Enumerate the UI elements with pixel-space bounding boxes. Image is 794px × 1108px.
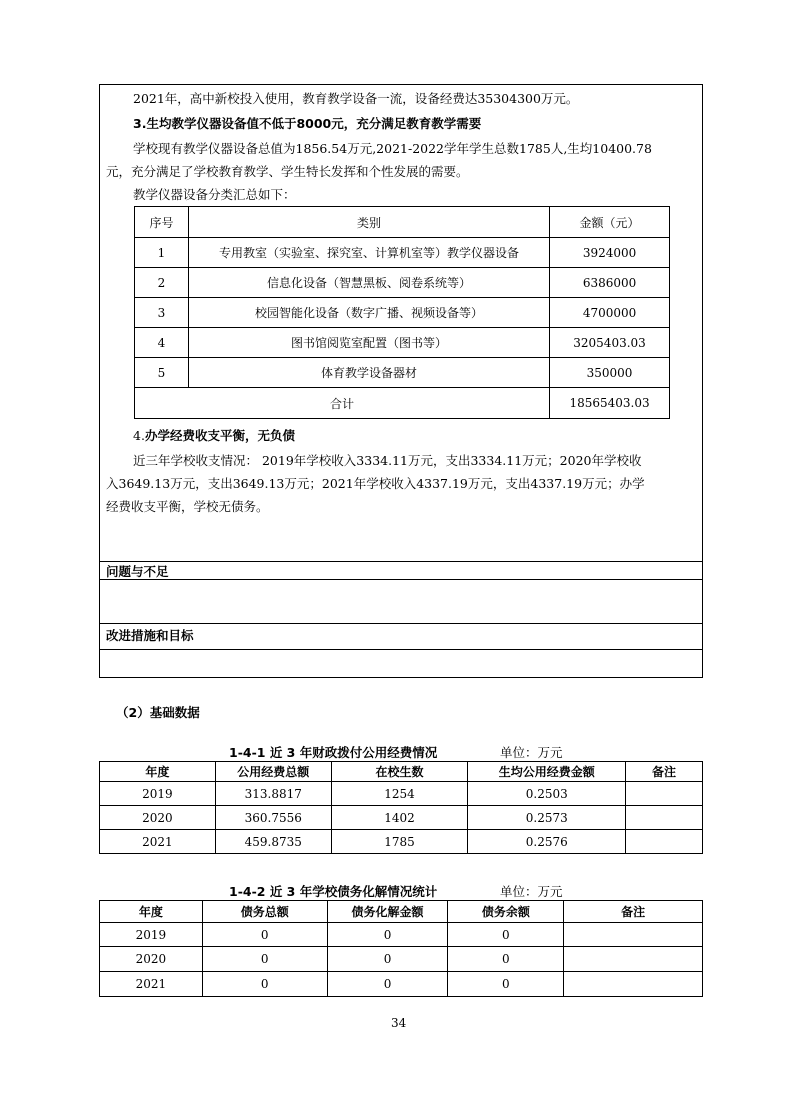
table-row bbox=[135, 358, 670, 388]
paragraph-equipment-summary: 教学仪器设备分类汇总如下： bbox=[133, 187, 296, 202]
table-cell: 0 bbox=[448, 947, 564, 972]
table-header-row bbox=[135, 207, 670, 238]
table-row bbox=[100, 972, 703, 997]
table-cell: 0.2573 bbox=[468, 806, 626, 830]
table1-title: 1-4-1 近 3 年财政拨付公用经费情况 bbox=[229, 745, 438, 760]
table-cell: 0 bbox=[202, 972, 327, 997]
table-cell: 2021 bbox=[100, 830, 216, 854]
table-header-row bbox=[100, 762, 703, 782]
column-header: 公用经费总额 bbox=[215, 762, 331, 782]
table-cell: 2 bbox=[135, 268, 189, 298]
table-cell bbox=[564, 923, 703, 947]
table-row bbox=[100, 830, 703, 854]
column-header: 序号 bbox=[135, 207, 189, 238]
paragraph-new-campus: 2021年，高中新校投入使用，教育教学设备一流，设备经费达35304300万元。 bbox=[133, 91, 579, 106]
column-header: 年度 bbox=[100, 762, 216, 782]
column-header: 生均公用经费金额 bbox=[468, 762, 626, 782]
column-header: 类别 bbox=[188, 207, 549, 238]
table-cell: 图书馆阅览室配置（图书等） bbox=[188, 328, 549, 358]
table-cell: 2021 bbox=[100, 972, 203, 997]
table-cell: 0 bbox=[448, 972, 564, 997]
table-cell: 3205403.03 bbox=[550, 328, 670, 358]
table-cell: 0 bbox=[448, 923, 564, 947]
table-cell: 5 bbox=[135, 358, 189, 388]
table-header-row bbox=[100, 901, 703, 923]
table-cell: 0 bbox=[202, 947, 327, 972]
basic-data-heading: （2）基础数据 bbox=[116, 705, 200, 720]
table-row bbox=[135, 298, 670, 328]
table-cell: 0 bbox=[327, 972, 448, 997]
paragraph-equipment-line1: 学校现有教学仪器设备总值为1856.54万元,2021-2022学年学生总数1785人,生均10400.78 bbox=[133, 141, 652, 156]
table-cell: 459.8735 bbox=[215, 830, 331, 854]
column-header: 备注 bbox=[564, 901, 703, 923]
table-row bbox=[100, 782, 703, 806]
column-header: 债务余额 bbox=[448, 901, 564, 923]
table2-unit: 单位：万元 bbox=[500, 884, 563, 899]
table-cell: 0.2576 bbox=[468, 830, 626, 854]
table-cell: 2019 bbox=[100, 923, 203, 947]
public-funds-table bbox=[99, 761, 703, 854]
column-header: 债务总额 bbox=[202, 901, 327, 923]
table-cell: 3 bbox=[135, 298, 189, 328]
table-cell: 0.2503 bbox=[468, 782, 626, 806]
table-cell: 6386000 bbox=[550, 268, 670, 298]
table-cell bbox=[626, 782, 703, 806]
table-total-row bbox=[135, 388, 670, 419]
table-cell: 350000 bbox=[550, 358, 670, 388]
table2-title: 1-4-2 近 3 年学校债务化解情况统计 bbox=[229, 884, 438, 899]
divider bbox=[100, 561, 702, 562]
column-header: 备注 bbox=[626, 762, 703, 782]
divider bbox=[100, 623, 702, 624]
table-cell: 313.8817 bbox=[215, 782, 331, 806]
table1-unit: 单位：万元 bbox=[500, 745, 563, 760]
column-header: 债务化解金额 bbox=[327, 901, 448, 923]
table-cell: 1785 bbox=[331, 830, 468, 854]
table-cell: 1402 bbox=[331, 806, 468, 830]
table-cell: 专用教室（实验室、探究室、计算机室等）教学仪器设备 bbox=[188, 238, 549, 268]
table-row bbox=[100, 923, 703, 947]
paragraph-equipment-line2: 元，充分满足了学校教育教学、学生特长发挥和个性发展的需要。 bbox=[106, 164, 469, 179]
divider bbox=[100, 649, 702, 650]
table-cell bbox=[564, 947, 703, 972]
table-cell: 体育教学设备器材 bbox=[188, 358, 549, 388]
table-cell: 4 bbox=[135, 328, 189, 358]
paragraph-income-line2: 入3649.13万元，支出3649.13万元；2021年学校收入4337.19万元，支出4337.19万元；办学 bbox=[106, 476, 645, 491]
total-label: 合计 bbox=[135, 388, 550, 419]
table-cell: 3924000 bbox=[550, 238, 670, 268]
table-row bbox=[100, 806, 703, 830]
table-cell: 0 bbox=[327, 947, 448, 972]
column-header: 在校生数 bbox=[331, 762, 468, 782]
paragraph-income-line1: 近三年学校收支情况： 2019年学校收入3334.11万元，支出3334.11万元；2020年学校收 bbox=[133, 453, 642, 468]
table-cell: 2020 bbox=[100, 806, 216, 830]
table-row bbox=[135, 328, 670, 358]
table-cell bbox=[626, 806, 703, 830]
heading-equipment-value: 3.生均教学仪器设备值不低于8000元，充分满足教育教学需要 bbox=[133, 116, 482, 131]
table-cell: 1254 bbox=[331, 782, 468, 806]
measures-label: 改进措施和目标 bbox=[106, 628, 194, 643]
page-number: 34 bbox=[391, 1016, 407, 1030]
paragraph-income-line3: 经费收支平衡，学校无债务。 bbox=[106, 499, 269, 514]
table-cell: 360.7556 bbox=[215, 806, 331, 830]
table-row bbox=[135, 268, 670, 298]
problems-label: 问题与不足 bbox=[106, 564, 169, 579]
table-cell: 信息化设备（智慧黑板、阅卷系统等） bbox=[188, 268, 549, 298]
table-cell: 0 bbox=[202, 923, 327, 947]
heading-text: 办学经费收支平衡，无负债 bbox=[144, 428, 295, 443]
table-row bbox=[135, 238, 670, 268]
column-header: 金额（元） bbox=[550, 207, 670, 238]
table-cell: 4700000 bbox=[550, 298, 670, 328]
table-cell: 2020 bbox=[100, 947, 203, 972]
table-cell: 2019 bbox=[100, 782, 216, 806]
heading-number: 4. bbox=[133, 428, 145, 443]
table-cell bbox=[626, 830, 703, 854]
table-cell: 0 bbox=[327, 923, 448, 947]
total-value: 18565403.03 bbox=[550, 388, 670, 419]
table-cell bbox=[564, 972, 703, 997]
divider bbox=[100, 579, 702, 580]
table-cell: 1 bbox=[135, 238, 189, 268]
heading-funding-balance bbox=[133, 423, 295, 449]
table-row bbox=[100, 947, 703, 972]
column-header: 年度 bbox=[100, 901, 203, 923]
debt-resolution-table bbox=[99, 900, 703, 997]
table-cell: 校园智能化设备（数字广播、视频设备等） bbox=[188, 298, 549, 328]
equipment-table bbox=[134, 206, 670, 419]
